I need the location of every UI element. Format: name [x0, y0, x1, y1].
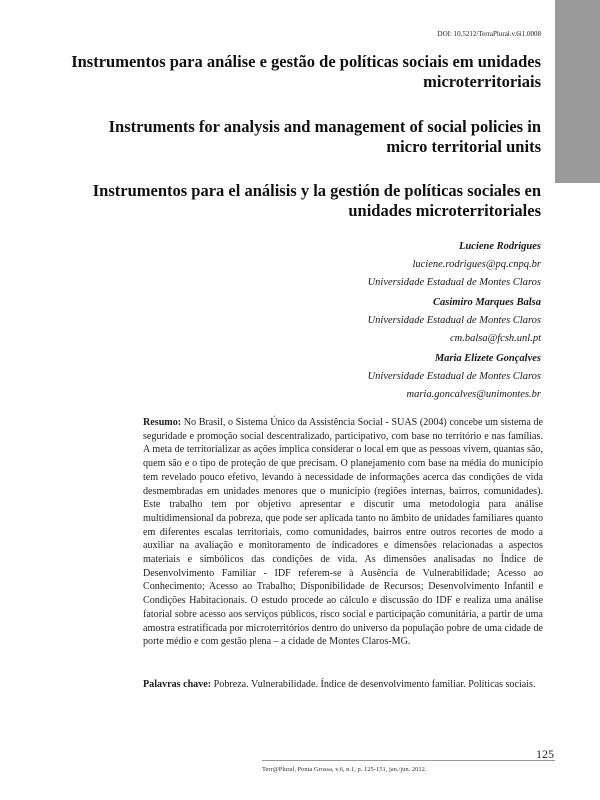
author-affiliation: Universidade Estadual de Montes Claros [367, 277, 541, 288]
footer-citation: Terr@Plural, Ponta Grossa, v.6, n.1, p. 125-151, jan./jun. 2012. [262, 766, 427, 773]
author-name: Casimiro Marques Balsa [433, 297, 541, 308]
abstract-label: Resumo: [143, 417, 182, 428]
title-english: Instruments for analysis and management of social policies in micro territorial units [108, 117, 541, 156]
keywords-text: Pobreza. Vulnerabilidade. Índice de desenvolvimento familiar. Políticas sociais. [213, 679, 536, 690]
title-portuguese: Instrumentos para análise e gestão de políticas sociais em unidades microterritoriais [71, 52, 541, 91]
abstract [143, 416, 543, 649]
abstract-text: No Brasil, o Sistema Único da Assistência Social - SUAS (2004) concebe um sistema de seguridade e promoção social descentralizado, participativo, com base no território e nas famílias. A meta de territorializar as ações implica considerar o local em que as pessoas vivem, quantas são, quem são e o tipo de proteção de que precisam. O planejamento com base na média do município tem revelado pouco efetivo, levando à necessidade de informações acerca das condições de vida desmembradas em unidades menores que o município (regiões internas, bairros, comunidades). Este trabalho tem por objetivo apresentar e discutir uma metodologia para análise multidimensional da pobreza, que pode ser aplicada tanto no âmbito de unidades familiares quanto em diferentes escalas territoriais, como comunidades, bairros entre outros recortes de modo a auxiliar na avaliação e monitoramento de indicadores e dimensões relacionadas a aspectos materiais e simbólicos das condições de vida. As dimensões analisadas no Índice de Desenvolvimento Familiar - IDF referem-se à Ausência de Vulnerabilidade; Acesso ao Conhecimento; Acesso ao Trabalho; Disponibilidade de Recursos; Desenvolvimento Infantil e Condições Habitacionais. O estudo procede ao cálculo e discussão do IDF e realiza uma análise fatorial sobre acesso aos serviços públicos, risco social e participação comunitária, a partir de uma amostra estratificada por microterritórios dentro do universo da população pobre de uma cidade de porte médio e com gestão plena – a cidade de Montes Claros-MG. [143, 417, 543, 648]
side-tab-bar [555, 0, 600, 183]
author-email: luciene.rodrigues@pq.cnpq.br [412, 259, 541, 270]
author-name: Luciene Rodrigues [459, 241, 541, 252]
footer-divider [262, 760, 555, 761]
author-email: cm.balsa@fcsh.unl.pt [449, 333, 541, 344]
author-affiliation: Universidade Estadual de Montes Claros [367, 371, 541, 382]
author-block [181, 350, 541, 404]
doi-header: DOI: 10.5212/TerraPlural.v.6i1.0008 [437, 30, 541, 38]
page-number: 125 [536, 747, 554, 761]
author-block [181, 238, 541, 292]
keywords-label: Palavras chave: [143, 679, 212, 690]
keywords [143, 678, 543, 692]
author-name: Maria Elizete Gonçalves [434, 353, 541, 364]
author-block [181, 294, 541, 348]
author-list [181, 238, 541, 406]
author-affiliation: Universidade Estadual de Montes Claros [367, 315, 541, 326]
title-spanish: Instrumentos para el análisis y la gestión de políticas sociales en unidades microterritoriales [92, 181, 541, 220]
author-email: maria.goncalves@unimontes.br [406, 389, 541, 400]
